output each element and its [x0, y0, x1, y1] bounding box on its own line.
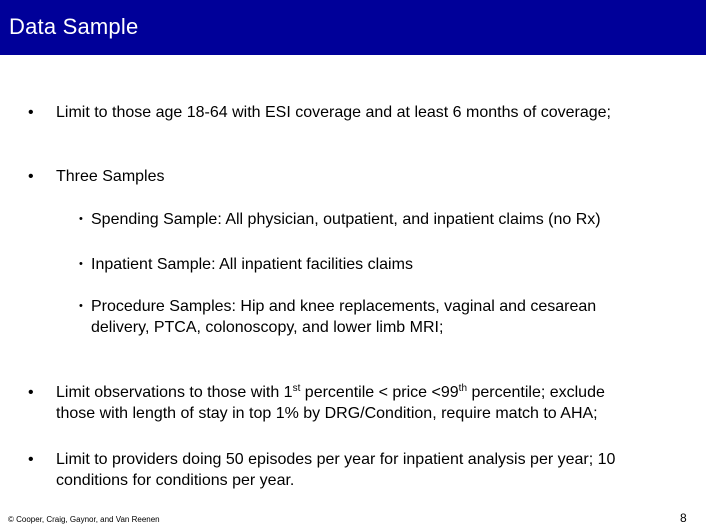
bullet-icon: •: [28, 384, 34, 401]
sub-bullet-line-2: delivery, PTCA, colonoscopy, and lower limb MRI;: [91, 319, 444, 336]
slide-title: Data Sample: [9, 14, 139, 39]
text-part-3: percentile; exclude: [467, 384, 605, 401]
bullet-icon: •: [28, 168, 34, 185]
sub-bullet-icon: •: [79, 300, 83, 312]
text-line-1: Limit to providers doing 50 episodes per year for inpatient analysis per year; 10: [56, 451, 616, 468]
text-part-1: Limit observations to those with 1: [56, 384, 293, 401]
sub-bullet-icon: •: [79, 258, 83, 270]
bullet-text: [56, 449, 696, 491]
bullet-text: [56, 382, 696, 424]
page-number: 8: [680, 511, 687, 525]
bullet-icon: •: [28, 451, 34, 468]
slide-header: [0, 0, 706, 55]
sub-bullet-text: [91, 296, 691, 338]
text-part-2: percentile < price <99: [300, 384, 459, 401]
text-line-2: conditions for conditions per year.: [56, 472, 295, 489]
copyright-footer: © Cooper, Craig, Gaynor, and Van Reenen: [8, 515, 160, 524]
sub-bullet-text: Inpatient Sample: All inpatient facilities claims: [91, 256, 413, 273]
sub-bullet-line-1: Procedure Samples: Hip and knee replacements, vaginal and cesarean: [91, 298, 597, 315]
sub-bullet-icon: •: [79, 213, 83, 225]
bullet-icon: •: [28, 104, 34, 121]
text-line-2: those with length of stay in top 1% by DRG/Condition, require match to AHA;: [56, 405, 598, 422]
superscript-st: st: [292, 383, 301, 394]
superscript-th: th: [458, 383, 468, 394]
bullet-text: Limit to those age 18-64 with ESI coverage and at least 6 months of coverage;: [56, 104, 611, 121]
sub-bullet-text: Spending Sample: All physician, outpatient, and inpatient claims (no Rx): [91, 211, 601, 228]
bullet-text: Three Samples: [56, 168, 165, 185]
